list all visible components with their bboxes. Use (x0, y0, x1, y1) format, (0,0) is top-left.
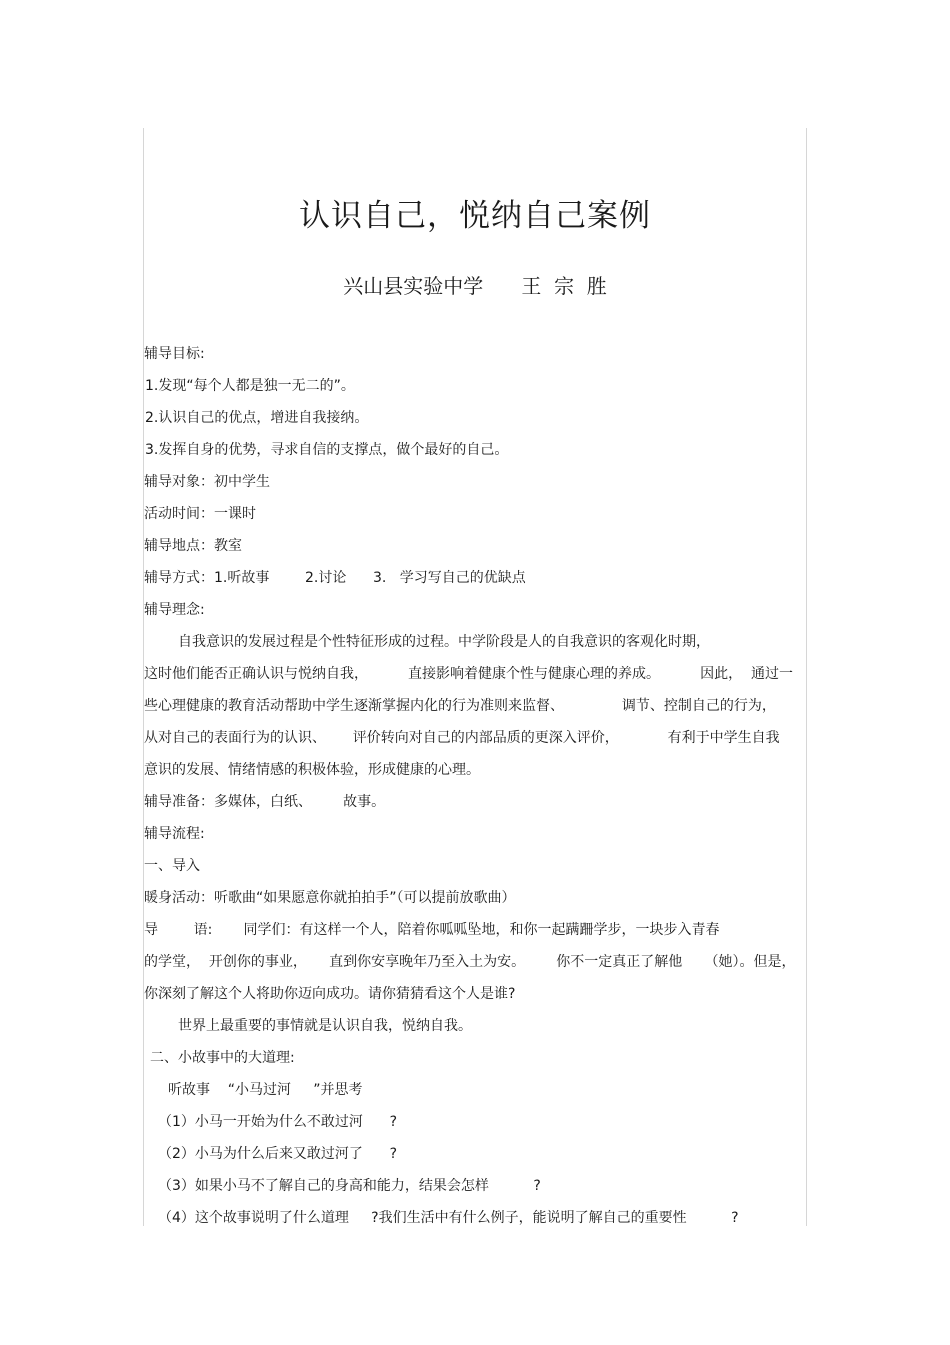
body-line: 1.发现“每个人都是独一无二的”。 (145, 378, 355, 394)
body-line: 意识的发展、情绪情感的积极体验，形成健康的心理。 (144, 762, 480, 778)
body-line: （2）小马为什么后来又敢过河了 ? (158, 1146, 398, 1162)
body-line: 你深刻了解这个人将助你迈向成功。请你猜猜看这个人是谁? (144, 986, 516, 1002)
body-line: 导 语: 同学们：有这样一个人，陪着你呱呱坠地，和你一起蹒跚学步，一块步入青春 (144, 922, 720, 938)
body-line: 辅导目标: (144, 346, 205, 362)
author-name: 王 宗 胜 (521, 274, 607, 298)
body-line: 辅导流程: (144, 826, 205, 842)
body-line: （3）如果小马不了解自己的身高和能力，结果会怎样 ? (158, 1178, 541, 1194)
body-line: 二、小故事中的大道理: (150, 1050, 295, 1066)
body-line: 2.认识自己的优点，增进自我接纳。 (145, 410, 369, 426)
body-line: 辅导对象：初中学生 (144, 474, 270, 490)
body-line: 这时他们能否正确认识与悦纳自我， 直接影响着健康个性与健康心理的养成。 因此， 通过一 (144, 666, 794, 682)
body-line: 辅导理念: (144, 602, 205, 618)
body-line: 暖身活动：听歌曲“如果愿意你就拍拍手”（可以提前放歌曲） (144, 890, 516, 906)
body-line: 一、导入 (144, 858, 200, 874)
body-line: 3.发挥自身的优势，寻求自信的支撑点，做个最好的自己。 (145, 442, 509, 458)
body-line: 从对自己的表面行为的认识、 评价转向对自己的内部品质的更深入评价， 有利于中学生自我 (144, 730, 780, 746)
body-line: 辅导地点：教室 (144, 538, 242, 554)
body-line: 活动时间：一课时 (144, 506, 256, 522)
school-name: 兴山县实验中学 (343, 274, 484, 298)
author-line (143, 272, 807, 300)
body-line: 辅导方式：1.听故事 2.讨论 3. 学习写自己的优缺点 (144, 570, 526, 586)
body-line: （4）这个故事说明了什么道理 ?我们生活中有什么例子，能说明了解自己的重要性 ? (158, 1210, 739, 1226)
body-line: （1）小马一开始为什么不敢过河 ? (158, 1114, 398, 1130)
body-line: 自我意识的发展过程是个性特征形成的过程。中学阶段是人的自我意识的客观化时期， (178, 634, 710, 650)
body-line: 些心理健康的教育活动帮助中学生逐渐掌握内化的行为准则来监督、 调节、控制自己的行为， (144, 698, 776, 714)
body-line: 听故事 “小马过河 ”并思考 (168, 1082, 363, 1098)
body-line: 的学堂， 开创你的事业， 直到你安享晚年乃至入土为安。 你不一定真正了解他 （她）。但是， (144, 954, 796, 970)
document-title: 认识自己，悦纳自己案例 (299, 198, 651, 234)
body-line: 世界上最重要的事情就是认识自我，悦纳自我。 (178, 1018, 472, 1034)
body-line: 辅导准备：多媒体，白纸、 故事。 (144, 794, 386, 810)
